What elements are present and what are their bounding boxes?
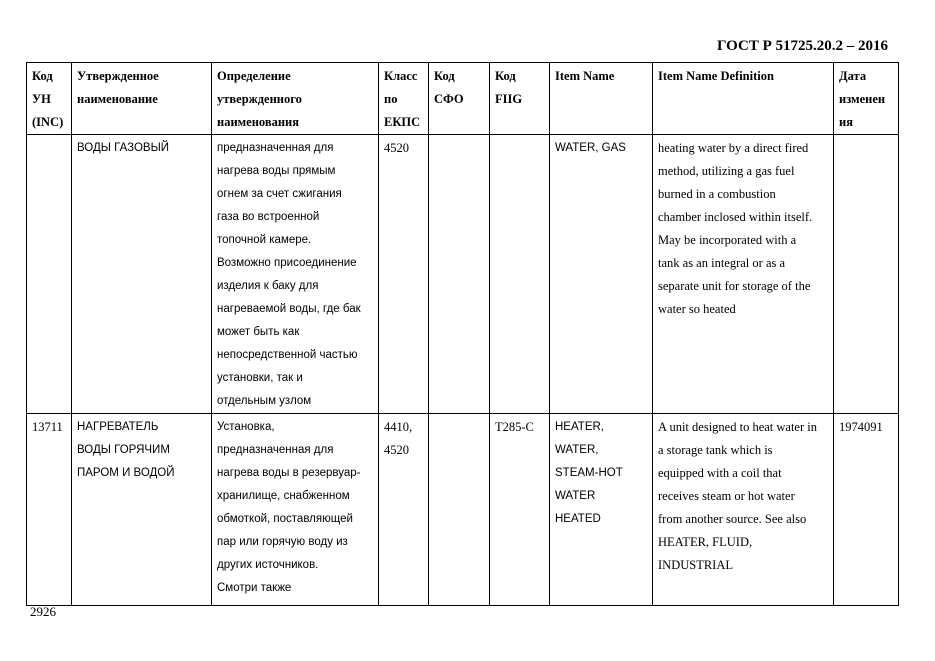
cell-fiig: T285-C [490, 414, 550, 606]
cell-sfo [429, 414, 490, 606]
col-header-fiig: Код FIIG [490, 63, 550, 135]
cell-approved-name: ВОДЫ ГАЗОВЫЙ [72, 135, 212, 414]
cell-date [834, 135, 899, 414]
cell-approved-name: НАГРЕВАТЕЛЬ ВОДЫ ГОРЯЧИМ ПАРОМ И ВОДОЙ [72, 414, 212, 606]
col-header-date: Дата изменен ия [834, 63, 899, 135]
col-header-item-name: Item Name [550, 63, 653, 135]
cell-definition-ru: предназначенная для нагрева воды прямым огнем за счет сжигания газа во встроенной топочной камере. Возможно присоединение изделия к баку для нагреваемой воды, где бак может быть как непосредственной частью установки, так и отдельным узлом [212, 135, 379, 414]
col-header-approved-name: Утвержденное наименование [72, 63, 212, 135]
col-header-definition: Определение утвержденного наименования [212, 63, 379, 135]
cell-item-name: WATER, GAS [550, 135, 653, 414]
cell-inc: 13711 [27, 414, 72, 606]
table-row [27, 414, 899, 606]
col-header-class: Класс по ЕКПС [379, 63, 429, 135]
cell-fiig [490, 135, 550, 414]
col-header-sfo: Код СФО [429, 63, 490, 135]
table-header-row [27, 63, 899, 135]
cell-definition-en: heating water by a direct fired method, utilizing a gas fuel burned in a combustion chamber inclosed within itself. May be incorporated with a tank as an integral or as a separate unit for storage of the water so heated [653, 135, 834, 414]
page-number: 2926 [30, 604, 56, 619]
cell-date: 1974091 [834, 414, 899, 606]
cell-class: 4410, 4520 [379, 414, 429, 606]
cell-definition-ru: Установка, предназначенная для нагрева воды в резервуар- хранилище, снабженном обмоткой, поставляющей пар или горячую воду из других источников. Смотри также [212, 414, 379, 606]
catalog-table [26, 62, 899, 606]
table-row [27, 135, 899, 414]
cell-class: 4520 [379, 135, 429, 414]
cell-definition-en: A unit designed to heat water in a storage tank which is equipped with a coil that receives steam or hot water from another source. See also HEATER, FLUID, INDUSTRIAL [653, 414, 834, 606]
cell-sfo [429, 135, 490, 414]
col-header-inc: Код УН (INC) [27, 63, 72, 135]
col-header-item-definition: Item Name Definition [653, 63, 834, 135]
cell-item-name: HEATER, WATER, STEAM-HOT WATER HEATED [550, 414, 653, 606]
document-header: ГОСТ Р 51725.20.2 – 2016 [716, 38, 888, 54]
cell-inc [27, 135, 72, 414]
